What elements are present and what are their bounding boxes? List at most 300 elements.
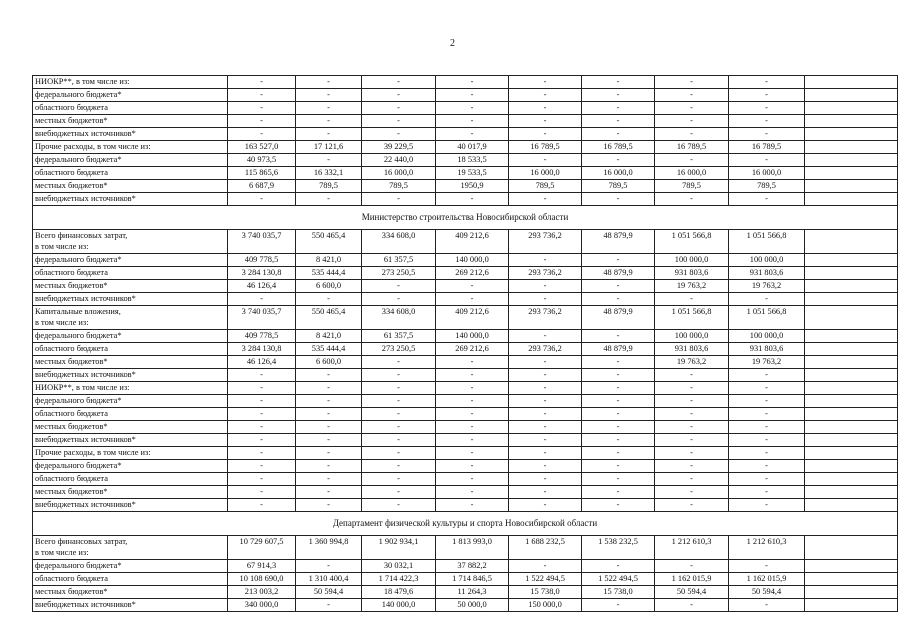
value-cell: 30 032,1 <box>362 560 436 573</box>
row-label <box>33 180 228 193</box>
value-cell: 293 736,2 <box>509 343 582 356</box>
value-cell: - <box>655 473 729 486</box>
row-label <box>33 254 228 267</box>
section-title: Министерство строительства Новосибирской области <box>33 206 898 230</box>
value-cell: 3 284 130,8 <box>228 343 296 356</box>
value-cell: - <box>362 280 436 293</box>
row-label-text: федерального бюджета* <box>35 331 122 340</box>
row-label <box>33 447 228 460</box>
value-cell: 334 608,0 <box>362 306 436 330</box>
value-cell: 67 914,3 <box>228 560 296 573</box>
value-cell: - <box>228 473 296 486</box>
row-label <box>33 460 228 473</box>
value-cell: 61 357,5 <box>362 330 436 343</box>
row-label <box>33 536 228 560</box>
value-cell: - <box>296 115 362 128</box>
value-cell: - <box>729 102 805 115</box>
page-number: 2 <box>450 38 455 49</box>
row-label-text: федерального бюджета* <box>35 396 122 405</box>
row-label <box>33 89 228 102</box>
value-cell: - <box>436 89 509 102</box>
value-cell: - <box>296 382 362 395</box>
value-cell: 409 212,6 <box>436 306 509 330</box>
empty-cell <box>805 573 898 586</box>
value-cell: - <box>436 408 509 421</box>
row-label-text: внебюджетных источников* <box>35 294 136 303</box>
value-cell: 789,5 <box>582 180 655 193</box>
value-cell: 150 000,0 <box>509 599 582 612</box>
row-label-text: Всего финансовых затрат, <box>35 231 128 240</box>
value-cell: 789,5 <box>362 180 436 193</box>
row-label-text: внебюджетных источников* <box>35 600 136 609</box>
section-header-row <box>33 512 898 536</box>
empty-cell <box>805 89 898 102</box>
value-cell: - <box>582 447 655 460</box>
value-cell: 789,5 <box>655 180 729 193</box>
empty-cell <box>805 254 898 267</box>
table-row <box>33 343 898 356</box>
value-cell: 789,5 <box>729 180 805 193</box>
row-label-text: областного бюджета <box>35 103 108 112</box>
value-cell: - <box>509 102 582 115</box>
value-cell: 409 778,5 <box>228 330 296 343</box>
value-cell: 789,5 <box>296 180 362 193</box>
value-cell: 1 538 232,5 <box>582 536 655 560</box>
value-cell: 39 229,5 <box>362 141 436 154</box>
empty-cell <box>805 76 898 89</box>
value-cell: - <box>228 434 296 447</box>
empty-cell <box>805 230 898 254</box>
value-cell: 163 527,0 <box>228 141 296 154</box>
value-cell: - <box>582 76 655 89</box>
value-cell: - <box>228 395 296 408</box>
value-cell: - <box>509 434 582 447</box>
value-cell: - <box>655 102 729 115</box>
table-row <box>33 141 898 154</box>
row-label-text: внебюджетных источников* <box>35 370 136 379</box>
value-cell: - <box>362 193 436 206</box>
table-row <box>33 180 898 193</box>
value-cell: 3 284 130,8 <box>228 267 296 280</box>
value-cell: - <box>362 76 436 89</box>
table-row <box>33 193 898 206</box>
value-cell: - <box>655 395 729 408</box>
row-label <box>33 369 228 382</box>
value-cell: 6 687,9 <box>228 180 296 193</box>
value-cell: - <box>436 395 509 408</box>
value-cell: 61 357,5 <box>362 254 436 267</box>
value-cell: - <box>296 128 362 141</box>
value-cell: 15 738,0 <box>509 586 582 599</box>
empty-cell <box>805 167 898 180</box>
value-cell: - <box>655 460 729 473</box>
value-cell: - <box>582 280 655 293</box>
value-cell: 1 212 610,3 <box>729 536 805 560</box>
budget-table <box>32 75 898 612</box>
table-row <box>33 267 898 280</box>
value-cell: 269 212,6 <box>436 343 509 356</box>
value-cell: 100 000,0 <box>729 330 805 343</box>
row-label-text: НИОКР**, в том числе из: <box>35 77 130 86</box>
value-cell: 17 121,6 <box>296 141 362 154</box>
row-label <box>33 586 228 599</box>
row-label <box>33 330 228 343</box>
value-cell: - <box>436 460 509 473</box>
value-cell: - <box>582 115 655 128</box>
value-cell: - <box>509 499 582 512</box>
value-cell: 48 879,9 <box>582 267 655 280</box>
value-cell: - <box>436 293 509 306</box>
value-cell: - <box>509 395 582 408</box>
value-cell: - <box>582 499 655 512</box>
value-cell: 789,5 <box>509 180 582 193</box>
empty-cell <box>805 115 898 128</box>
value-cell: 3 740 035,7 <box>228 230 296 254</box>
value-cell: 48 879,9 <box>582 306 655 330</box>
value-cell: - <box>729 473 805 486</box>
empty-cell <box>805 473 898 486</box>
row-label <box>33 230 228 254</box>
value-cell: - <box>729 434 805 447</box>
row-label <box>33 486 228 499</box>
value-cell: - <box>296 293 362 306</box>
value-cell: 931 803,6 <box>729 343 805 356</box>
value-cell: - <box>228 447 296 460</box>
value-cell: - <box>655 293 729 306</box>
value-cell: 1 051 566,8 <box>729 306 805 330</box>
row-label <box>33 473 228 486</box>
value-cell: - <box>296 154 362 167</box>
value-cell: 931 803,6 <box>729 267 805 280</box>
value-cell: - <box>582 154 655 167</box>
table-row <box>33 128 898 141</box>
value-cell: - <box>655 486 729 499</box>
value-cell: - <box>729 421 805 434</box>
table-row <box>33 254 898 267</box>
value-cell: - <box>509 89 582 102</box>
row-label <box>33 499 228 512</box>
row-label <box>33 280 228 293</box>
value-cell: - <box>296 599 362 612</box>
value-cell: 18 479,6 <box>362 586 436 599</box>
value-cell: - <box>228 382 296 395</box>
value-cell: - <box>228 76 296 89</box>
empty-cell <box>805 447 898 460</box>
table-row <box>33 499 898 512</box>
table-row <box>33 382 898 395</box>
value-cell: 16 789,5 <box>729 141 805 154</box>
row-label-text: областного бюджета <box>35 168 108 177</box>
value-cell: 16 000,0 <box>362 167 436 180</box>
value-cell: - <box>729 293 805 306</box>
row-label-text: Прочие расходы, в том числе из: <box>35 448 151 457</box>
value-cell: - <box>362 473 436 486</box>
row-label-text: областного бюджета <box>35 344 108 353</box>
value-cell: - <box>296 408 362 421</box>
value-cell: - <box>362 293 436 306</box>
row-label-text: областного бюджета <box>35 574 108 583</box>
table-row <box>33 356 898 369</box>
value-cell: - <box>362 447 436 460</box>
value-cell: - <box>582 486 655 499</box>
value-cell: 1 522 494,5 <box>582 573 655 586</box>
empty-cell <box>805 280 898 293</box>
value-cell: - <box>436 193 509 206</box>
value-cell: - <box>655 382 729 395</box>
value-cell: 8 421,0 <box>296 254 362 267</box>
value-cell: - <box>582 408 655 421</box>
value-cell: 931 803,6 <box>655 267 729 280</box>
value-cell: 100 000,0 <box>729 254 805 267</box>
value-cell: 269 212,6 <box>436 267 509 280</box>
value-cell: - <box>436 280 509 293</box>
value-cell: - <box>655 76 729 89</box>
value-cell: - <box>655 193 729 206</box>
value-cell: 550 465,4 <box>296 230 362 254</box>
value-cell: - <box>362 460 436 473</box>
value-cell: 340 000,0 <box>228 599 296 612</box>
value-cell: - <box>296 460 362 473</box>
table-row <box>33 586 898 599</box>
value-cell: - <box>729 486 805 499</box>
empty-cell <box>805 536 898 560</box>
row-label-text: областного бюджета <box>35 409 108 418</box>
value-cell: 16 000,0 <box>509 167 582 180</box>
table-row <box>33 599 898 612</box>
table-row <box>33 421 898 434</box>
empty-cell <box>805 193 898 206</box>
row-label <box>33 167 228 180</box>
row-label <box>33 193 228 206</box>
value-cell: 115 865,6 <box>228 167 296 180</box>
value-cell: - <box>582 293 655 306</box>
value-cell: 6 600,0 <box>296 280 362 293</box>
value-cell: 37 882,2 <box>436 560 509 573</box>
value-cell: 16 000,0 <box>655 167 729 180</box>
table-row <box>33 102 898 115</box>
value-cell: - <box>362 421 436 434</box>
value-cell: - <box>582 382 655 395</box>
row-label-text: местных бюджетов* <box>35 181 108 190</box>
row-label <box>33 343 228 356</box>
value-cell: 1 522 494,5 <box>509 573 582 586</box>
value-cell: 3 740 035,7 <box>228 306 296 330</box>
table-row <box>33 330 898 343</box>
row-label-text: местных бюджетов* <box>35 116 108 125</box>
value-cell: 1 813 993,0 <box>436 536 509 560</box>
value-cell: - <box>436 421 509 434</box>
value-cell: - <box>436 128 509 141</box>
value-cell: - <box>436 76 509 89</box>
value-cell: - <box>729 395 805 408</box>
value-cell: - <box>436 356 509 369</box>
value-cell: - <box>362 395 436 408</box>
value-cell: - <box>362 128 436 141</box>
row-label <box>33 293 228 306</box>
empty-cell <box>805 421 898 434</box>
value-cell: 293 736,2 <box>509 306 582 330</box>
value-cell: - <box>729 599 805 612</box>
empty-cell <box>805 293 898 306</box>
value-cell: 1 162 015,9 <box>655 573 729 586</box>
row-label-text: федерального бюджета* <box>35 561 122 570</box>
value-cell: - <box>655 128 729 141</box>
value-cell: 334 608,0 <box>362 230 436 254</box>
table-row <box>33 306 898 330</box>
value-cell: 19 763,2 <box>655 280 729 293</box>
value-cell: - <box>582 421 655 434</box>
row-label <box>33 356 228 369</box>
value-cell: - <box>655 89 729 102</box>
section-title: Департамент физической культуры и спорта Новосибирской области <box>33 512 898 536</box>
value-cell: - <box>582 369 655 382</box>
empty-cell <box>805 499 898 512</box>
value-cell: - <box>582 102 655 115</box>
value-cell: - <box>582 89 655 102</box>
value-cell: 16 000,0 <box>582 167 655 180</box>
value-cell: 11 264,3 <box>436 586 509 599</box>
empty-cell <box>805 330 898 343</box>
value-cell: 1 360 994,8 <box>296 536 362 560</box>
value-cell: - <box>509 486 582 499</box>
value-cell: - <box>509 560 582 573</box>
row-label <box>33 115 228 128</box>
table-row <box>33 486 898 499</box>
row-label <box>33 408 228 421</box>
value-cell: 19 763,2 <box>729 356 805 369</box>
value-cell: - <box>655 408 729 421</box>
value-cell: - <box>362 369 436 382</box>
value-cell: - <box>228 369 296 382</box>
row-label-subtext: в том числе из: <box>35 548 89 557</box>
value-cell: 273 250,5 <box>362 343 436 356</box>
empty-cell <box>805 382 898 395</box>
value-cell: - <box>509 280 582 293</box>
value-cell: - <box>509 115 582 128</box>
table-row <box>33 536 898 560</box>
row-label-text: местных бюджетов* <box>35 487 108 496</box>
value-cell: - <box>296 89 362 102</box>
value-cell: 40 973,5 <box>228 154 296 167</box>
value-cell: 140 000,0 <box>436 254 509 267</box>
value-cell: - <box>582 254 655 267</box>
row-label-text: федерального бюджета* <box>35 255 122 264</box>
value-cell: - <box>296 473 362 486</box>
empty-cell <box>805 102 898 115</box>
value-cell: - <box>582 473 655 486</box>
row-label-text: внебюджетных источников* <box>35 129 136 138</box>
row-label <box>33 421 228 434</box>
row-label <box>33 434 228 447</box>
value-cell: - <box>509 330 582 343</box>
value-cell: 140 000,0 <box>436 330 509 343</box>
value-cell: - <box>296 102 362 115</box>
value-cell: 19 533,5 <box>436 167 509 180</box>
value-cell: 10 108 690,0 <box>228 573 296 586</box>
row-label-subtext: в том числе из: <box>35 242 89 251</box>
empty-cell <box>805 586 898 599</box>
table-row <box>33 573 898 586</box>
empty-cell <box>805 395 898 408</box>
row-label <box>33 599 228 612</box>
value-cell: - <box>296 369 362 382</box>
row-label-text: Капитальные вложения, <box>35 307 121 316</box>
value-cell: 50 594,4 <box>655 586 729 599</box>
row-label <box>33 102 228 115</box>
value-cell: - <box>655 447 729 460</box>
value-cell: 140 000,0 <box>362 599 436 612</box>
value-cell: 293 736,2 <box>509 230 582 254</box>
value-cell: - <box>296 560 362 573</box>
row-label <box>33 128 228 141</box>
empty-cell <box>805 180 898 193</box>
value-cell: - <box>509 421 582 434</box>
value-cell: - <box>362 486 436 499</box>
table-row <box>33 167 898 180</box>
value-cell: 10 729 607,5 <box>228 536 296 560</box>
value-cell: - <box>729 154 805 167</box>
value-cell: - <box>509 382 582 395</box>
row-label-text: областного бюджета <box>35 268 108 277</box>
value-cell: - <box>729 115 805 128</box>
empty-cell <box>805 141 898 154</box>
row-label <box>33 395 228 408</box>
value-cell: - <box>509 154 582 167</box>
value-cell: - <box>436 486 509 499</box>
value-cell: 46 126,4 <box>228 280 296 293</box>
value-cell: - <box>296 76 362 89</box>
value-cell: - <box>582 356 655 369</box>
value-cell: - <box>729 460 805 473</box>
value-cell: 1 688 232,5 <box>509 536 582 560</box>
empty-cell <box>805 408 898 421</box>
empty-cell <box>805 343 898 356</box>
value-cell: - <box>228 128 296 141</box>
value-cell: - <box>582 560 655 573</box>
value-cell: 409 778,5 <box>228 254 296 267</box>
value-cell: - <box>228 89 296 102</box>
row-label-text: федерального бюджета* <box>35 90 122 99</box>
value-cell: - <box>228 102 296 115</box>
table-row <box>33 293 898 306</box>
value-cell: - <box>228 486 296 499</box>
value-cell: - <box>228 115 296 128</box>
value-cell: 50 594,4 <box>729 586 805 599</box>
empty-cell <box>805 560 898 573</box>
budget-table-body <box>33 76 898 612</box>
value-cell: - <box>582 460 655 473</box>
value-cell: - <box>655 421 729 434</box>
value-cell: - <box>362 408 436 421</box>
value-cell: - <box>582 330 655 343</box>
value-cell: - <box>436 447 509 460</box>
value-cell: 100 000,0 <box>655 330 729 343</box>
value-cell: 1 051 566,8 <box>729 230 805 254</box>
value-cell: 1 714 422,3 <box>362 573 436 586</box>
value-cell: - <box>509 193 582 206</box>
empty-cell <box>805 599 898 612</box>
value-cell: - <box>582 128 655 141</box>
value-cell: - <box>509 460 582 473</box>
value-cell: 409 212,6 <box>436 230 509 254</box>
value-cell: - <box>729 447 805 460</box>
value-cell: - <box>582 599 655 612</box>
value-cell: 50 594,4 <box>296 586 362 599</box>
value-cell: - <box>362 102 436 115</box>
value-cell: - <box>436 434 509 447</box>
value-cell: - <box>362 499 436 512</box>
table-row <box>33 76 898 89</box>
